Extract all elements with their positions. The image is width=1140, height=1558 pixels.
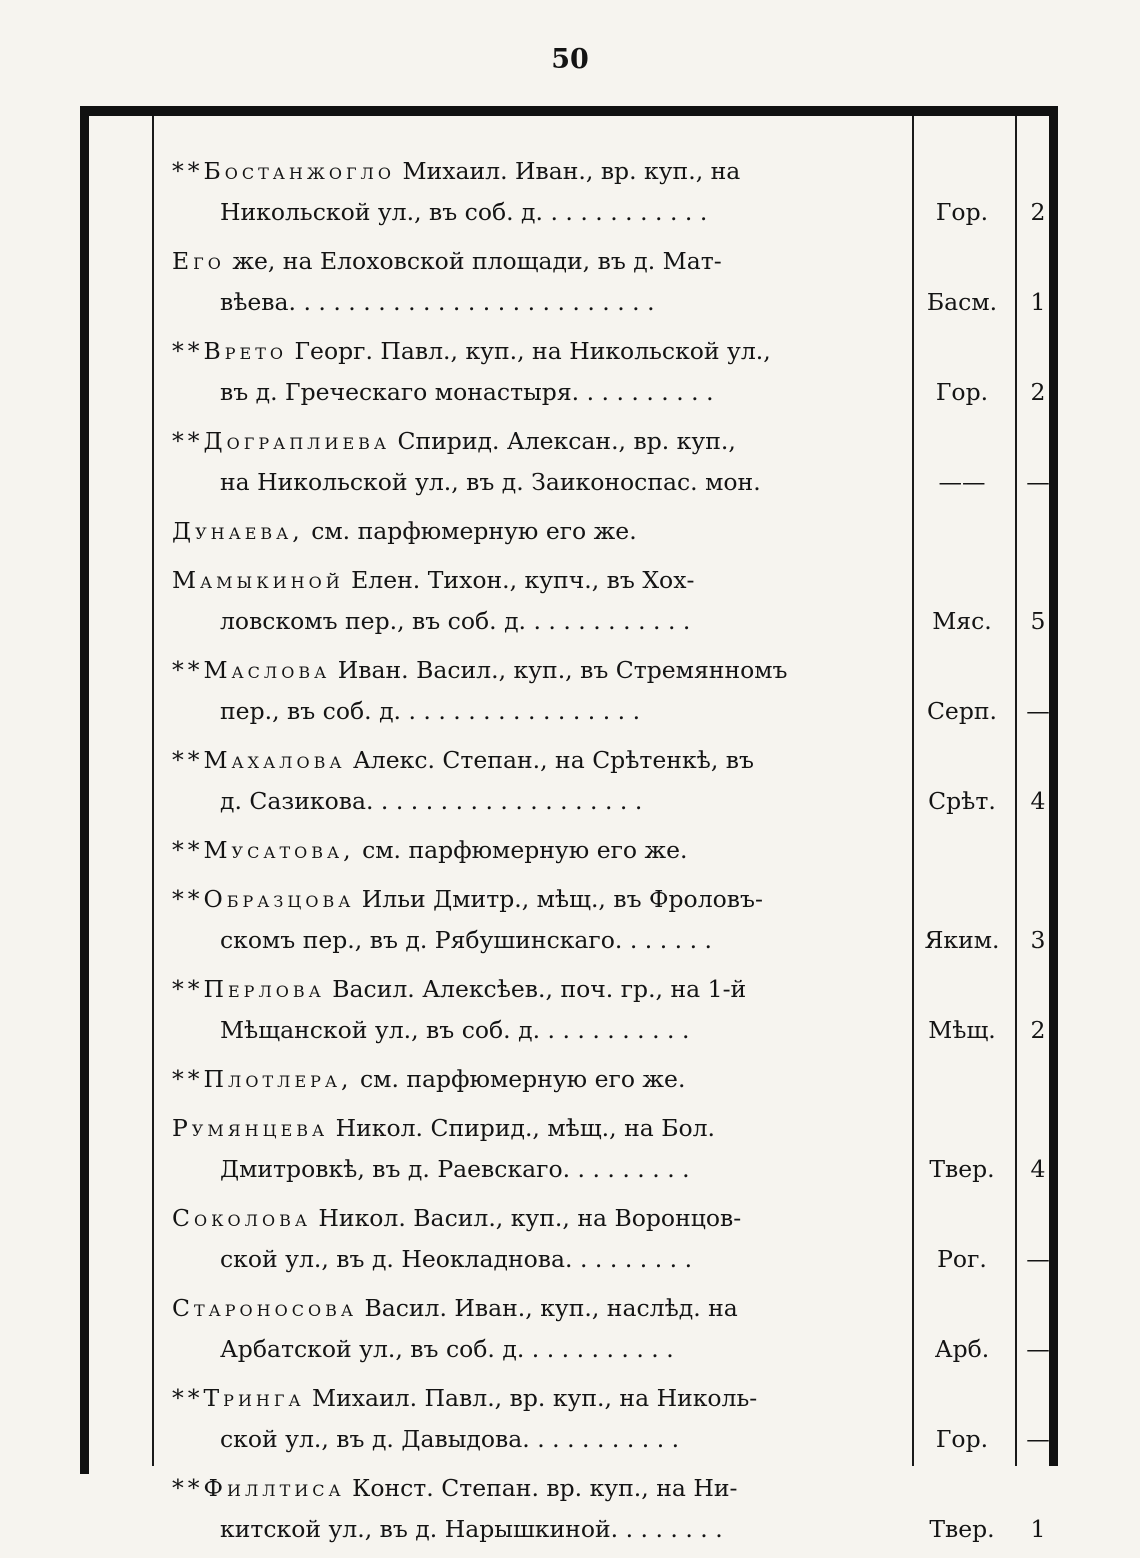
entry-line-continuation: ловскомъ пер., въ соб. д. . . . . . . . . . . . Мяс. 5 (170, 601, 1058, 642)
part-cell: 1 (1030, 1515, 1046, 1543)
directory-entry (170, 1108, 1058, 1190)
entry-line-first: **Мусатова, см. парфюмерную его же. (172, 836, 688, 864)
entry-surname: **Образцова (172, 885, 355, 913)
entry-line-continuation: въ д. Греческаго монастыря. . . . . . . . . . Гор. 2 (170, 372, 1058, 413)
directory-entry (170, 740, 1058, 822)
entry-surname: **Махалова (172, 746, 346, 774)
entry-line-first: **Плотлера, см. парфюмерную его же. (172, 1065, 686, 1093)
district-cell: Твер. (929, 1515, 995, 1543)
district-cell: Басм. (926, 288, 998, 316)
district-cell: Мяс. (932, 607, 992, 635)
entry-line-first: Мамыкиной Елен. Тихон., купч., въ Хох- (172, 566, 695, 594)
entry-line-continuation: на Никольской ул., въ д. Заиконоспас. мон. —— — (170, 462, 1058, 503)
part-cell: 2 (1030, 378, 1046, 406)
entry-line-continuation: Никольской ул., въ соб. д. . . . . . . . . . . . Гор. 2 (170, 192, 1058, 233)
entry-line-first: **Дограплиева Спирид. Алексан., вр. куп., (172, 427, 736, 455)
top-rule (80, 106, 1058, 116)
entry-line-continuation: пер., въ соб. д. . . . . . . . . . . . . . . . . Серп. — (170, 691, 1058, 732)
entry-surname: **Плотлера, (172, 1065, 353, 1093)
entry-line-first: **Маслова Иван. Васил., куп., въ Стремянномъ (172, 656, 788, 684)
part-cell: 4 (1030, 787, 1046, 815)
entry-line-continuation: д. Сазикова. . . . . . . . . . . . . . . . . . . Срѣт. 4 (170, 781, 1058, 822)
directory-entry (170, 241, 1058, 323)
district-cell: Яким. (924, 926, 1000, 954)
directory-entry (170, 830, 1058, 871)
entry-surname: **Бостанжогло (172, 157, 396, 185)
entry-surname: **Маслова (172, 656, 331, 684)
district-cell: Рог. (937, 1245, 987, 1273)
district-cell: Гор. (935, 1425, 989, 1453)
district-cell: Гор. (935, 198, 989, 226)
entry-surname: Соколова (172, 1204, 311, 1232)
district-cell: Серп. (926, 697, 998, 725)
entry-line-continuation: вѣева. . . . . . . . . . . . . . . . . . . . . . . . . Басм. 1 (170, 282, 1058, 323)
entry-surname: **Тринга (172, 1384, 305, 1412)
entry-surname: Румянцева (172, 1114, 329, 1142)
entry-surname: **Мусатова, (172, 836, 355, 864)
entry-line-continuation: Мѣщанской ул., въ соб. д. . . . . . . . . . . Мѣщ. 2 (170, 1010, 1058, 1051)
entry-line-continuation: ской ул., въ д. Давыдова. . . . . . . . . . . Гор. — (170, 1419, 1058, 1460)
directory-entry (170, 969, 1058, 1051)
directory-entry (170, 1288, 1058, 1370)
entry-line-continuation: китской ул., въ д. Нарышкиной. . . . . . . . Твер. 1 (170, 1509, 1058, 1550)
part-cell: 2 (1030, 198, 1046, 226)
directory-entry (170, 331, 1058, 413)
margin-rule (152, 116, 154, 1466)
district-cell: Арб. (934, 1335, 990, 1363)
outer-left-rule (80, 106, 89, 1474)
entry-line-first: **Врето Георг. Павл., куп., на Никольской ул., (172, 337, 771, 365)
district-cell: —— (938, 468, 986, 496)
directory-entry (170, 511, 1058, 552)
entry-surname: Староносова (172, 1294, 357, 1322)
directory-entry (170, 1468, 1058, 1550)
part-cell: 1 (1030, 288, 1046, 316)
district-cell: Срѣт. (928, 787, 996, 815)
entry-surname: **Врето (172, 337, 288, 365)
part-cell: — (1026, 1425, 1050, 1453)
directory-entries (170, 151, 1058, 1558)
part-cell: — (1026, 697, 1050, 725)
entry-line-first: **Махалова Алекс. Степан., на Срѣтенкѣ, въ (172, 746, 754, 774)
entry-surname: **Дограплиева (172, 427, 391, 455)
entry-surname: **Перлова (172, 975, 325, 1003)
entry-surname: **Филлтиса (172, 1474, 345, 1502)
directory-entry (170, 560, 1058, 642)
part-cell: — (1026, 468, 1050, 496)
entry-line-first: Румянцева Никол. Спирид., мѣщ., на Бол. (172, 1114, 716, 1142)
entry-line-continuation: ской ул., въ д. Неокладнова. . . . . . . . . Рог. — (170, 1239, 1058, 1280)
entry-line-continuation: Дмитровкѣ, въ д. Раевскаго. . . . . . . . . Твер. 4 (170, 1149, 1058, 1190)
part-cell: — (1026, 1245, 1050, 1273)
entry-surname: Дунаева, (172, 517, 304, 545)
entry-surname: Его (172, 247, 225, 275)
entry-line-first: **Образцова Ильи Дмитр., мѣщ., въ Фроловъ- (172, 885, 763, 913)
page-number: 50 (551, 44, 589, 75)
part-cell: 3 (1030, 926, 1046, 954)
entry-line-first: Дунаева, см. парфюмерную его же. (172, 517, 637, 545)
directory-entry (170, 879, 1058, 961)
entry-line-first: **Бостанжогло Михаил. Иван., вр. куп., на (172, 157, 741, 185)
entry-surname: Мамыкиной (172, 566, 344, 594)
directory-entry (170, 1059, 1058, 1100)
directory-entry (170, 151, 1058, 233)
district-cell: Мѣщ. (928, 1016, 996, 1044)
entry-line-first: Его же, на Елоховской площади, въ д. Мат- (172, 247, 722, 275)
part-cell: 4 (1030, 1155, 1046, 1183)
directory-entry (170, 650, 1058, 732)
entry-line-first: **Перлова Васил. Алексѣев., поч. гр., на 1-й (172, 975, 747, 1003)
entry-line-continuation: Арбатской ул., въ соб. д. . . . . . . . . . . Арб. — (170, 1329, 1058, 1370)
directory-table-frame (80, 106, 1058, 1543)
entry-line-continuation: скомъ пер., въ д. Рябушинскаго. . . . . . . Яким. 3 (170, 920, 1058, 961)
entry-line-first: Староносова Васил. Иван., куп., наслѣд. на (172, 1294, 738, 1322)
part-cell: 2 (1030, 1016, 1046, 1044)
part-cell: — (1026, 1335, 1050, 1363)
entry-line-first: Соколова Никол. Васил., куп., на Воронцов- (172, 1204, 742, 1232)
district-cell: Твер. (929, 1155, 995, 1183)
directory-entry (170, 421, 1058, 503)
district-cell: Гор. (935, 378, 989, 406)
entry-line-first: **Филлтиса Конст. Степан. вр. куп., на Ни- (172, 1474, 738, 1502)
part-cell: 5 (1030, 607, 1046, 635)
directory-entry (170, 1198, 1058, 1280)
directory-entry (170, 1378, 1058, 1460)
entry-line-first: **Тринга Михаил. Павл., вр. куп., на Николь- (172, 1384, 758, 1412)
